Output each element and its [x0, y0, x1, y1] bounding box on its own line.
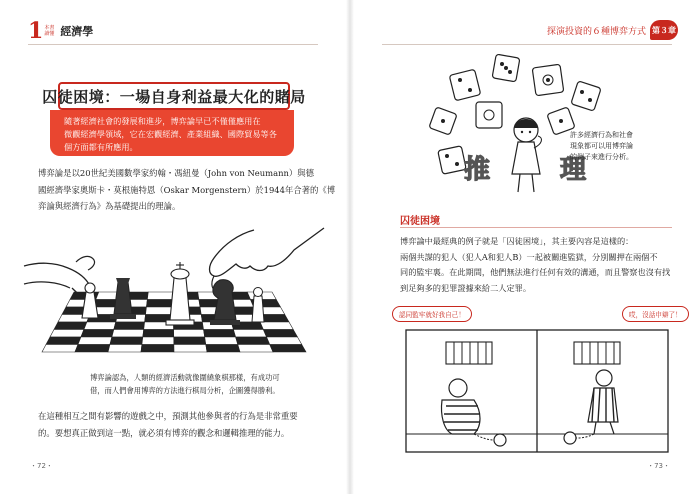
caption-line: 借，而人們會用博弈的方法進行棋局分析，企圖獲得勝利。 — [90, 385, 280, 395]
thinking-girl — [512, 118, 541, 192]
intro-line: 微觀經濟學領域，它在宏觀經濟、產業組織、國際貿易等各 — [64, 129, 277, 139]
intro-box — [50, 110, 294, 156]
deduction-word: 推 — [464, 155, 491, 185]
text-line: 弈論與經濟行為》為基礎提出的理論。 — [38, 201, 181, 211]
chessboard-square — [141, 345, 174, 353]
brand-title: 經濟學 — [60, 25, 94, 38]
text-line: 的。要想真正做到這一點，就必須有博弈的觀念和邏輯推理的能力。 — [38, 427, 290, 438]
caption-line: 現象都可以用博弈論 — [570, 142, 633, 150]
chessboard-square — [206, 345, 240, 353]
text-line: 博弈論是以20世紀美國數學家約翰・馮紐曼（John von Neumann）與德 — [38, 168, 314, 178]
chessboard-square — [81, 330, 114, 338]
cell-window-left — [446, 342, 492, 364]
chessboard-square — [147, 292, 173, 300]
dice-caption — [570, 130, 682, 163]
chessboard-square — [50, 330, 84, 338]
text-line: 兩個共謀的犯人（犯人A和犯人B）一起被關進監獄，分別關押在兩個不 — [400, 251, 658, 262]
chessboard-square — [270, 345, 306, 353]
chessboard-square — [46, 337, 81, 345]
cell-window-right — [574, 342, 620, 364]
chessboard-square — [146, 300, 173, 308]
text-line: 同的監牢裏。在此期間，他們無法進行任何有效的溝通，而且警察也沒有找 — [400, 267, 671, 277]
heading-rule — [400, 227, 672, 228]
body-paragraph — [38, 165, 336, 215]
chessboard-square — [236, 337, 270, 345]
page-number: ・73・ — [647, 462, 670, 470]
chessboard-square — [233, 330, 266, 338]
caption-line: 許多經濟行為和社會 — [570, 131, 633, 139]
page-number: ・72・ — [30, 462, 53, 470]
chessboard-square — [267, 337, 302, 345]
chessboard-square — [110, 337, 143, 345]
chess-caption — [90, 372, 310, 397]
text-line: 國經濟學家奧斯卡・莫根施特恩（Oskar Morgenstern）於1944年合著的《博 — [38, 184, 336, 195]
chessboard-square — [204, 330, 236, 338]
chessboard-square — [174, 330, 205, 338]
chessboard-square — [75, 345, 110, 353]
chessboard-square — [143, 330, 174, 338]
chessboard-square — [142, 337, 174, 345]
prison-illustration — [402, 326, 672, 456]
chessboard-square — [263, 330, 297, 338]
intro-line: 隨著經濟社會的發展和進步，博弈論早已不僅僅應用在 — [64, 116, 261, 126]
header-rule — [28, 44, 318, 45]
section-heading: 囚徒困境：一場自身利益最大化的賭局 — [58, 82, 290, 110]
brand-number: 1 — [28, 18, 44, 44]
chessboard-square — [174, 337, 206, 345]
speech-bubble-left: 認同監牢就好我自己！ — [392, 306, 472, 322]
chapter-title: 探演投資的６種博弈方式 — [546, 27, 646, 37]
body-paragraph — [400, 234, 676, 296]
chessboard-square — [114, 322, 145, 330]
chessboard-square — [205, 337, 238, 345]
chessboard-square — [84, 322, 116, 330]
header-rule — [382, 44, 672, 45]
section-subheading: 囚徒困境 — [400, 216, 440, 227]
chessboard-square — [112, 330, 144, 338]
chess-illustration — [24, 222, 324, 362]
chapter-badge: 第３章 — [650, 20, 678, 40]
chessboard-square — [108, 345, 142, 353]
chessboard-square — [174, 345, 207, 353]
caption-line: 的例子來進行分析。 — [570, 153, 633, 161]
chessboard-square — [238, 345, 273, 353]
book-brand-logo — [28, 20, 93, 42]
left-page — [0, 0, 348, 494]
chessboard-square — [42, 345, 78, 353]
intro-line: 個方面都有所應用。 — [64, 142, 138, 152]
speech-bubble-right: 哎，沒話申辯了！ — [622, 306, 689, 322]
body-paragraph — [38, 408, 308, 441]
text-line: 博弈論中最經典的例子就是「囚徒困境」，其主要內容是這樣的： — [400, 236, 634, 246]
text-line: 到足夠多的犯罪證據來給二人定罪。 — [400, 282, 532, 293]
chessboard-square — [78, 337, 112, 345]
text-line: 在這種相互之間有影響的遊戲之中，預測其他參與者的行為是非常重要 — [38, 411, 298, 421]
right-page — [352, 0, 700, 494]
deduction-word: 理 — [560, 155, 587, 185]
chessboard-square — [260, 322, 293, 330]
brand-tagline: 本書讀懂 — [44, 25, 55, 37]
dice-illustration — [422, 52, 642, 202]
caption-line: 博弈論認為，人類的經濟活動就像圍繞象棋那樣，有成功可 — [90, 373, 280, 382]
chessboard-square — [54, 322, 87, 330]
chessboard-square — [146, 307, 174, 315]
